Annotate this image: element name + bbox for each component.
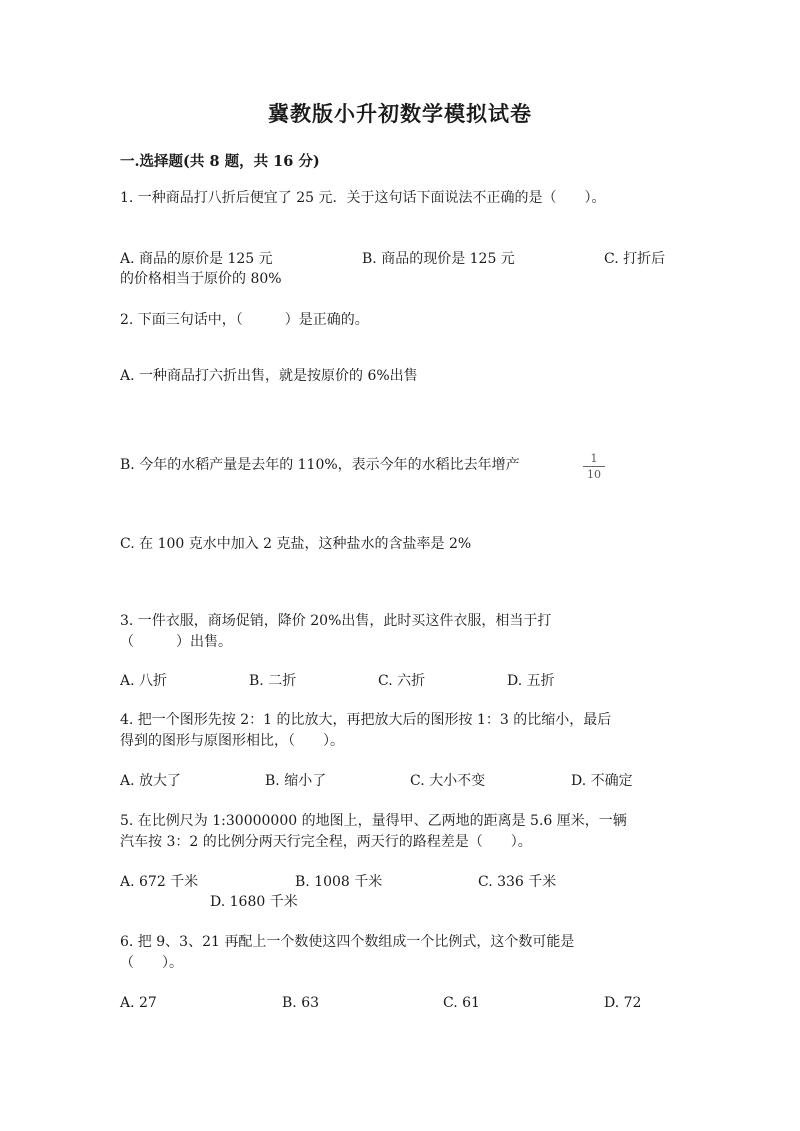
question-1-option-c-continued: 的价格相当于原价的 80% — [120, 271, 282, 287]
question-3-stem-line-2: （ ）出售。 — [120, 634, 232, 650]
question-6-option-a: A. 27 — [120, 995, 157, 1011]
question-1-option-a: A. 商品的原价是 125 元 — [120, 251, 273, 267]
question-4-stem-line-2: 得到的图形与原图形相比，（ ）。 — [120, 733, 344, 749]
fraction-bar — [583, 466, 605, 467]
fraction-denominator: 10 — [587, 468, 601, 481]
question-5-option-b: B. 1008 千米 — [295, 874, 383, 890]
question-5-option-d: D. 1680 千米 — [210, 894, 298, 910]
question-5-stem-line-1: 5. 在比例尺为 1:30000000 的地图上，量得甲、乙两地的距离是 5.6 厘米，一辆 — [120, 813, 627, 829]
question-6-option-c: C. 61 — [443, 995, 480, 1011]
question-4-option-a: A. 放大了 — [120, 773, 182, 789]
question-5-option-a: A. 672 千米 — [120, 874, 199, 890]
fraction-one-tenth — [583, 452, 605, 481]
question-4-option-b: B. 缩小了 — [265, 773, 327, 789]
question-2-option-c: C. 在 100 克水中加入 2 克盐，这种盐水的含盐率是 2% — [120, 536, 472, 552]
section-heading: 一.选择题(共 8 题，共 16 分) — [120, 153, 320, 170]
question-3-stem-line-1: 3. 一件衣服，商场促销，降价 20%出售，此时买这件衣服，相当于打 — [120, 613, 552, 629]
question-4-stem-line-1: 4. 把一个图形先按 2：1 的比放大，再把放大后的图形按 1：3 的比缩小，最后 — [120, 712, 612, 728]
question-1-option-b: B. 商品的现价是 125 元 — [362, 251, 515, 267]
question-1-stem: 1. 一种商品打八折后便宜了 25 元．关于这句话下面说法不正确的是（ ）。 — [120, 190, 606, 206]
question-2-stem: 2. 下面三句话中，（ ）是正确的。 — [120, 312, 369, 328]
question-3-option-d: D. 五折 — [507, 673, 555, 689]
fraction-numerator: 1 — [590, 452, 598, 465]
question-5-option-c: C. 336 千米 — [478, 874, 557, 890]
question-4-option-c: C. 大小不变 — [410, 773, 486, 789]
question-2-option-a: A. 一种商品打六折出售，就是按原价的 6%出售 — [120, 368, 418, 384]
question-1-option-c: C. 打折后 — [604, 251, 666, 267]
question-3-option-b: B. 二折 — [249, 673, 297, 689]
page-title: 冀教版小升初数学模拟试卷 — [268, 101, 532, 126]
question-6-stem-line-1: 6. 把 9、3、21 再配上一个数使这四个数组成一个比例式，这个数可能是 — [120, 934, 575, 950]
question-5-stem-line-2: 汽车按 3：2 的比例分两天行完全程，两天行的路程差是（ ）。 — [120, 834, 532, 850]
question-4-option-d: D. 不确定 — [571, 773, 633, 789]
question-6-stem-line-2: （ ）。 — [120, 955, 183, 971]
question-3-option-a: A. 八折 — [120, 673, 168, 689]
question-6-option-b: B. 63 — [282, 995, 320, 1011]
question-6-option-d: D. 72 — [604, 995, 642, 1011]
question-2-option-b: B. 今年的水稻产量是去年的 110%，表示今年的水稻比去年增产 — [120, 457, 520, 473]
question-3-option-c: C. 六折 — [378, 673, 426, 689]
